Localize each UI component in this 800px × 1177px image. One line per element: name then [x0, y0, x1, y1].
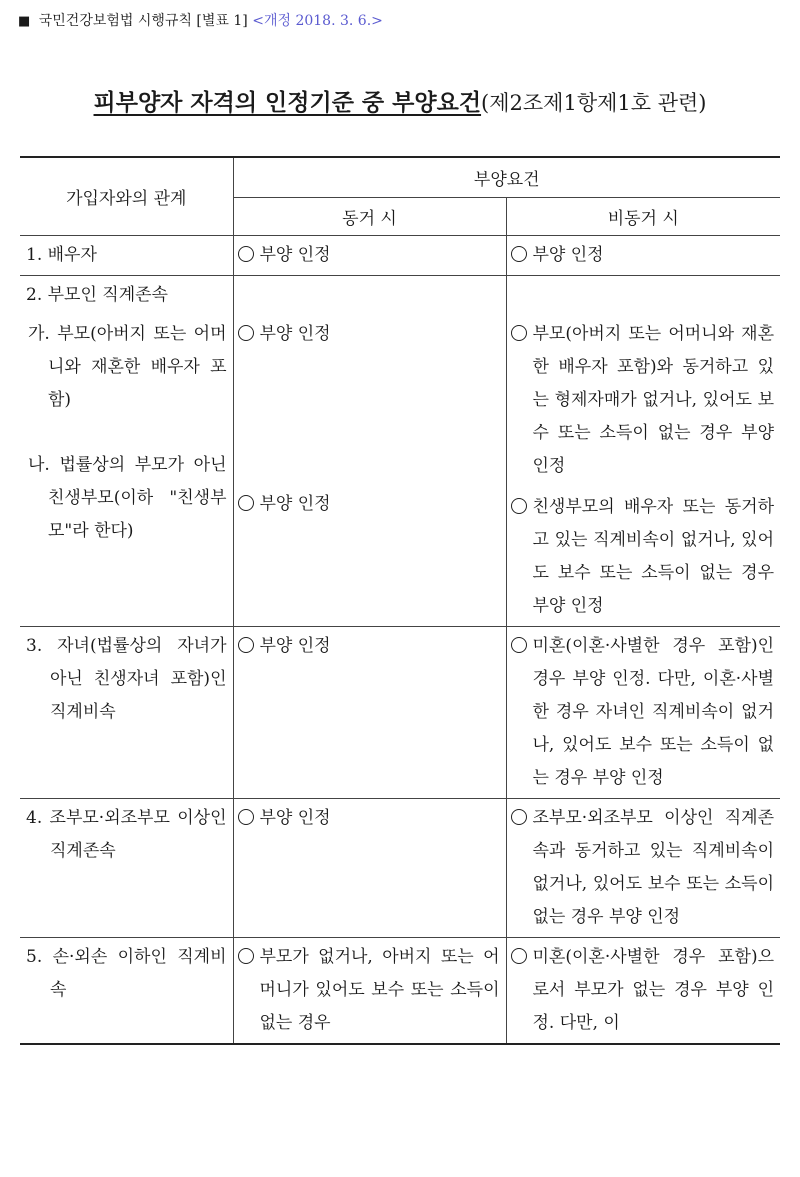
- circle-bullet-icon: [511, 246, 527, 262]
- circle-bullet-icon: [238, 495, 254, 511]
- header-annex: [별표 1]: [196, 13, 248, 29]
- relation-cell: 5. 손·외손 이하인 직계비속: [26, 946, 227, 1000]
- circle-bullet-icon: [511, 325, 527, 341]
- header-law-name: 국민건강보험법 시행규칙: [38, 13, 192, 29]
- header-square-icon: ■: [18, 14, 31, 29]
- noncohabit-cell: 미혼(이혼·사별한 경우 포함)인 경우 부양 인정. 다만, 이혼·사별한 경우 자녀인 직계비속이 없거나, 있어도 보수 또는 소득이 없는 경우 부양 인정: [507, 627, 781, 798]
- relation-cell: 4. 조부모·외조부모 이상인 직계존속: [26, 807, 227, 861]
- circle-bullet-icon: [238, 809, 254, 825]
- cohabit-cell: 부양 인정: [259, 635, 331, 656]
- circle-bullet-icon: [238, 637, 254, 653]
- circle-bullet-icon: [238, 948, 254, 964]
- cohabit-cell: 부양 인정: [259, 244, 331, 265]
- circle-bullet-icon: [238, 325, 254, 341]
- table-row: [20, 937, 780, 1044]
- circle-bullet-icon: [238, 246, 254, 262]
- relation-cell: 1. 배우자: [26, 244, 97, 265]
- noncohabit-cell: 부양 인정: [532, 244, 604, 265]
- header-requirement: 부양요건: [233, 157, 780, 197]
- noncohabit-cell: 친생부모의 배우자 또는 동거하고 있는 직계비속이 없거나, 있어도 보수 또는 소득이 없는 경우 부양 인정: [507, 488, 781, 626]
- header-noncohabit: 비동거 시: [506, 197, 780, 235]
- relation-cell: 2. 부모인 직계존속: [26, 284, 168, 305]
- circle-bullet-icon: [511, 498, 527, 514]
- sub-relation-cell: 나. 법률상의 부모가 아닌 친생부모(이하 "친생부모"라 한다): [28, 454, 227, 541]
- cohabit-cell: 부양 인정: [259, 807, 331, 828]
- circle-bullet-icon: [511, 809, 527, 825]
- cohabit-cell: 부양 인정: [259, 323, 331, 344]
- noncohabit-cell: 조부모·외조부모 이상인 직계존속과 동거하고 있는 직계비속이 없거나, 있어도 보수 또는 소득이 없는 경우 부양 인정: [507, 799, 781, 937]
- noncohabit-cell: 미혼(이혼·사별한 경우 포함)으로서 부모가 없는 경우 부양 인정. 다만, 이: [507, 938, 781, 1043]
- noncohabit-cell: 부모(아버지 또는 어머니와 재혼한 배우자 포함)와 동거하고 있는 형제자매가 없거나, 있어도 보수 또는 소득이 없는 경우 부양 인정: [507, 315, 781, 486]
- cohabit-cell: 부양 인정: [259, 493, 331, 514]
- document-header: [18, 10, 383, 30]
- title-main: 피부양자 자격의 인정기준 중 부양요건: [93, 90, 482, 116]
- table-row: [20, 235, 780, 275]
- requirement-table: [20, 156, 780, 1045]
- title-sub: (제2조제1항제1호 관련): [481, 91, 707, 115]
- circle-bullet-icon: [511, 948, 527, 964]
- page-title: [0, 84, 800, 117]
- table-row: [20, 275, 780, 626]
- table-row: [20, 798, 780, 937]
- sub-relation-cell: 가. 부모(아버지 또는 어머니와 재혼한 배우자 포함): [28, 323, 227, 410]
- header-cohabit: 동거 시: [233, 197, 506, 235]
- header-relation: 가입자와의 관계: [20, 157, 233, 235]
- cohabit-cell: 부모가 없거나, 아버지 또는 어머니가 있어도 보수 또는 소득이 없는 경우: [234, 938, 506, 1043]
- circle-bullet-icon: [511, 637, 527, 653]
- table-row: [20, 626, 780, 798]
- header-revision: <개정 2018. 3. 6.>: [252, 13, 383, 29]
- relation-cell: 3. 자녀(법률상의 자녀가 아닌 친생자녀 포함)인 직계비속: [26, 635, 227, 722]
